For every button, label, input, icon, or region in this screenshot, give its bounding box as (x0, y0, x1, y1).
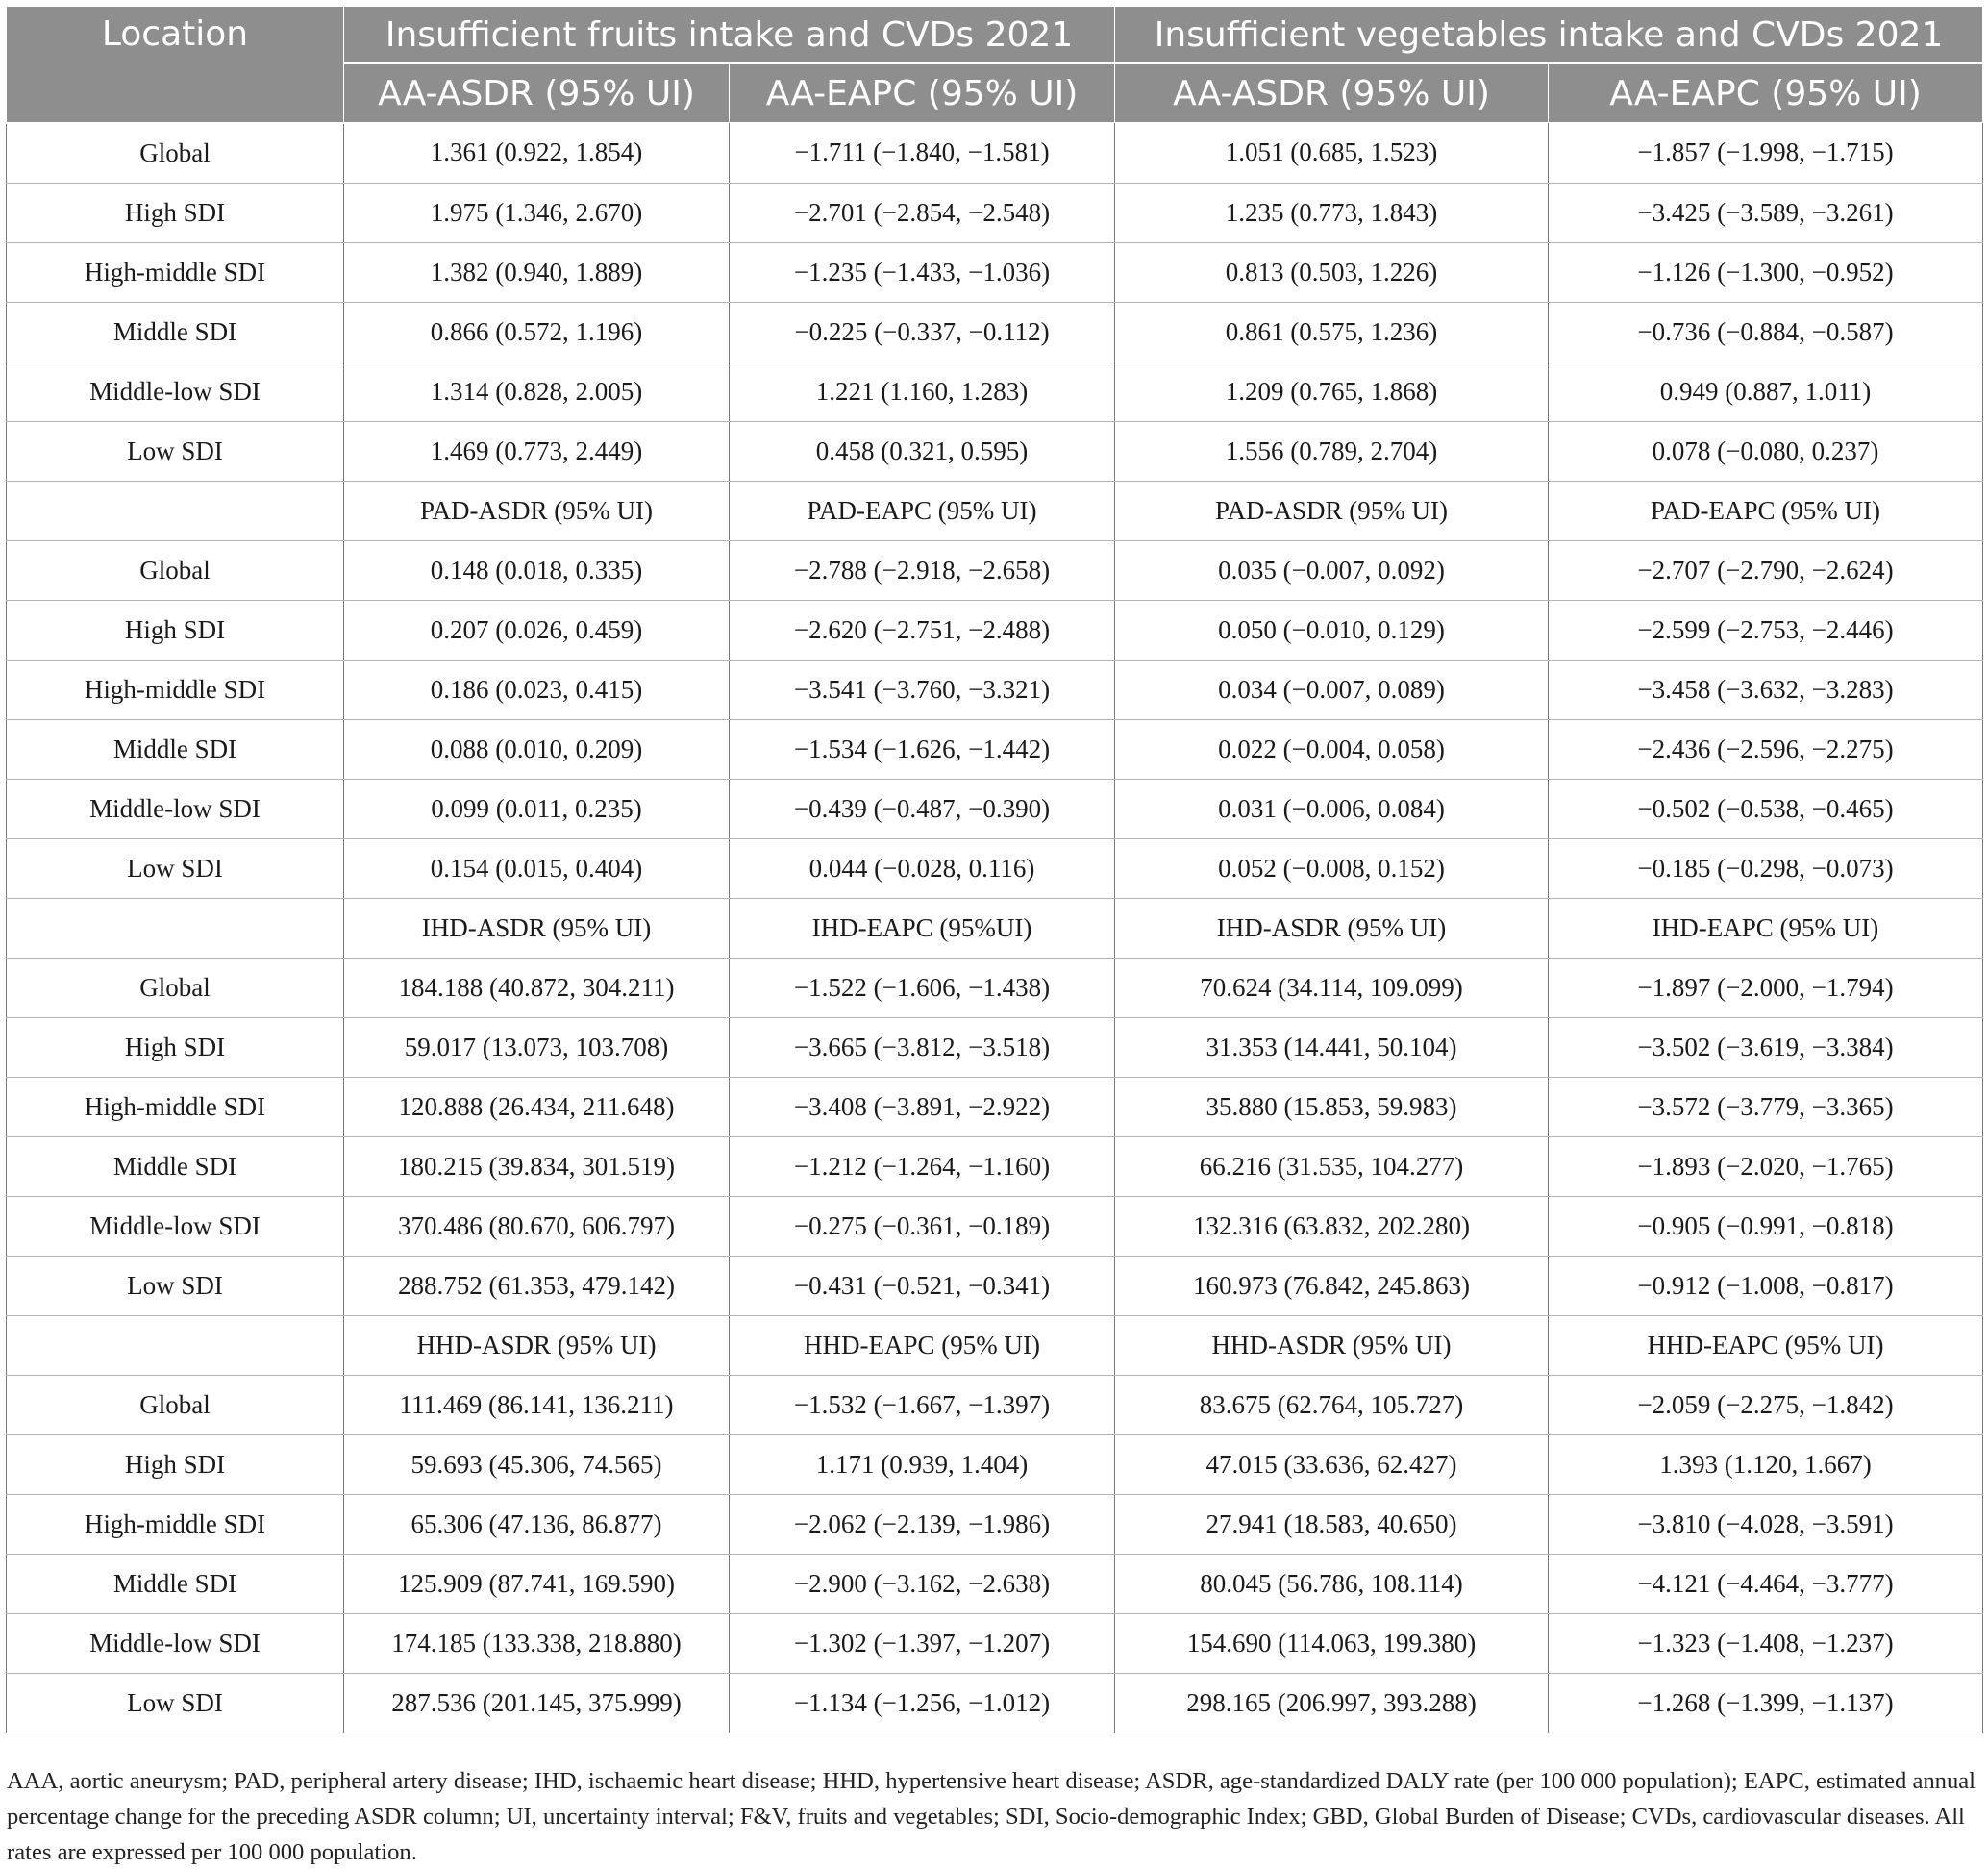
location-cell: Low SDI (7, 1256, 344, 1315)
location-cell: Middle SDI (7, 1554, 344, 1613)
value-cell: 1.314 (0.828, 2.005) (344, 362, 730, 421)
metric-header-cell: IHD-EAPC (95% UI) (1549, 898, 1983, 958)
value-cell: −3.572 (−3.779, −3.365) (1549, 1077, 1983, 1136)
table-row (7, 1017, 1983, 1077)
location-cell: Low SDI (7, 1673, 344, 1733)
location-cell: Global (7, 540, 344, 600)
subheader-row (7, 481, 1983, 540)
table-row (7, 540, 1983, 600)
value-cell: −1.323 (−1.408, −1.237) (1549, 1613, 1983, 1673)
location-cell: Middle-low SDI (7, 1196, 344, 1256)
location-cell: Low SDI (7, 838, 344, 898)
value-cell: 0.078 (−0.080, 0.237) (1549, 421, 1983, 481)
value-cell: 1.975 (1.346, 2.670) (344, 183, 730, 242)
value-cell: −0.905 (−0.991, −0.818) (1549, 1196, 1983, 1256)
value-cell: −2.788 (−2.918, −2.658) (730, 540, 1115, 600)
metric-header-cell: PAD-EAPC (95% UI) (1549, 481, 1983, 540)
metric-header-cell: IHD-ASDR (95% UI) (344, 898, 730, 958)
vegetables-group-header: Insufficient vegetables intake and CVDs 2021 (1115, 7, 1983, 64)
value-cell: −0.736 (−0.884, −0.587) (1549, 302, 1983, 362)
location-cell (7, 1315, 344, 1375)
value-cell: 287.536 (201.145, 375.999) (344, 1673, 730, 1733)
value-cell: 0.022 (−0.004, 0.058) (1115, 719, 1549, 779)
table-row (7, 838, 1983, 898)
value-cell: 1.235 (0.773, 1.843) (1115, 183, 1549, 242)
value-cell: −1.212 (−1.264, −1.160) (730, 1136, 1115, 1196)
value-cell: −0.502 (−0.538, −0.465) (1549, 779, 1983, 838)
column-header: AA-ASDR (95% UI) (1115, 63, 1549, 123)
value-cell: 0.458 (0.321, 0.595) (730, 421, 1115, 481)
value-cell: 0.186 (0.023, 0.415) (344, 660, 730, 719)
value-cell: 1.469 (0.773, 2.449) (344, 421, 730, 481)
value-cell: 0.035 (−0.007, 0.092) (1115, 540, 1549, 600)
data-table (6, 6, 1983, 1733)
value-cell: 65.306 (47.136, 86.877) (344, 1494, 730, 1554)
table-row (7, 600, 1983, 660)
value-cell: −3.425 (−3.589, −3.261) (1549, 183, 1983, 242)
location-cell: Global (7, 1375, 344, 1434)
value-cell: 70.624 (34.114, 109.099) (1115, 958, 1549, 1017)
location-cell (7, 898, 344, 958)
table-row (7, 1256, 1983, 1315)
value-cell: 0.052 (−0.008, 0.152) (1115, 838, 1549, 898)
table-row (7, 1077, 1983, 1136)
value-cell: 0.099 (0.011, 0.235) (344, 779, 730, 838)
value-cell: 298.165 (206.997, 393.288) (1115, 1673, 1549, 1733)
location-cell: Global (7, 958, 344, 1017)
value-cell: −2.599 (−2.753, −2.446) (1549, 600, 1983, 660)
column-header: AA-ASDR (95% UI) (344, 63, 730, 123)
value-cell: 154.690 (114.063, 199.380) (1115, 1613, 1549, 1673)
value-cell: 80.045 (56.786, 108.114) (1115, 1554, 1549, 1613)
subheader-row (7, 1315, 1983, 1375)
value-cell: −1.522 (−1.606, −1.438) (730, 958, 1115, 1017)
value-cell: 83.675 (62.764, 105.727) (1115, 1375, 1549, 1434)
value-cell: 160.973 (76.842, 245.863) (1115, 1256, 1549, 1315)
table-row (7, 1375, 1983, 1434)
value-cell: 0.088 (0.010, 0.209) (344, 719, 730, 779)
value-cell: 59.693 (45.306, 74.565) (344, 1434, 730, 1494)
table-row (7, 421, 1983, 481)
table-row (7, 1494, 1983, 1554)
value-cell: −3.502 (−3.619, −3.384) (1549, 1017, 1983, 1077)
value-cell: −0.185 (−0.298, −0.073) (1549, 838, 1983, 898)
table-row (7, 1196, 1983, 1256)
value-cell: 31.353 (14.441, 50.104) (1115, 1017, 1549, 1077)
location-cell: High-middle SDI (7, 1077, 344, 1136)
location-cell: Middle SDI (7, 302, 344, 362)
metric-header-cell: PAD-EAPC (95% UI) (730, 481, 1115, 540)
value-cell: −1.534 (−1.626, −1.442) (730, 719, 1115, 779)
value-cell: 0.031 (−0.006, 0.084) (1115, 779, 1549, 838)
table-row (7, 779, 1983, 838)
value-cell: −0.275 (−0.361, −0.189) (730, 1196, 1115, 1256)
value-cell: −1.235 (−1.433, −1.036) (730, 242, 1115, 302)
value-cell: −0.431 (−0.521, −0.341) (730, 1256, 1115, 1315)
value-cell: −2.059 (−2.275, −1.842) (1549, 1375, 1983, 1434)
location-cell: Middle SDI (7, 719, 344, 779)
location-cell: Middle-low SDI (7, 779, 344, 838)
value-cell: −1.711 (−1.840, −1.581) (730, 123, 1115, 184)
value-cell: 1.209 (0.765, 1.868) (1115, 362, 1549, 421)
table-row (7, 1434, 1983, 1494)
value-cell: 0.148 (0.018, 0.335) (344, 540, 730, 600)
value-cell: 0.034 (−0.007, 0.089) (1115, 660, 1549, 719)
metric-header-cell: PAD-ASDR (95% UI) (1115, 481, 1549, 540)
value-cell: −0.439 (−0.487, −0.390) (730, 779, 1115, 838)
value-cell: −2.900 (−3.162, −2.638) (730, 1554, 1115, 1613)
value-cell: 184.188 (40.872, 304.211) (344, 958, 730, 1017)
value-cell: 0.866 (0.572, 1.196) (344, 302, 730, 362)
value-cell: −0.225 (−0.337, −0.112) (730, 302, 1115, 362)
value-cell: 66.216 (31.535, 104.277) (1115, 1136, 1549, 1196)
value-cell: 288.752 (61.353, 479.142) (344, 1256, 730, 1315)
value-cell: −2.436 (−2.596, −2.275) (1549, 719, 1983, 779)
table-row (7, 660, 1983, 719)
metric-header-cell: HHD-EAPC (95% UI) (730, 1315, 1115, 1375)
table-footnote: AAA, aortic aneurysm; PAD, peripheral artery disease; IHD, ischaemic heart disease; HHD, hypertensive heart disease; ASDR, age-standardized DALY rate (per 100 000 population); EAPC, estimated annual percentage change for the preceding ASDR column; UI, uncertainty interval; F&V, fruits and vegetables; SDI, Socio-demographic Index; GBD, Global Burden of Disease; CVDs, cardiovascular diseases. All rates are expressed per 100 000 population. (7, 1768, 1976, 1865)
value-cell: 27.941 (18.583, 40.650) (1115, 1494, 1549, 1554)
metric-header-cell: HHD-EAPC (95% UI) (1549, 1315, 1983, 1375)
value-cell: 120.888 (26.434, 211.648) (344, 1077, 730, 1136)
value-cell: −1.532 (−1.667, −1.397) (730, 1375, 1115, 1434)
value-cell: 0.861 (0.575, 1.236) (1115, 302, 1549, 362)
metric-header-cell: PAD-ASDR (95% UI) (344, 481, 730, 540)
table-row (7, 1136, 1983, 1196)
metric-header-cell: IHD-EAPC (95%UI) (730, 898, 1115, 958)
value-cell: −1.268 (−1.399, −1.137) (1549, 1673, 1983, 1733)
value-cell: −1.893 (−2.020, −1.765) (1549, 1136, 1983, 1196)
table-row (7, 242, 1983, 302)
value-cell: −1.134 (−1.256, −1.012) (730, 1673, 1115, 1733)
value-cell: −2.707 (−2.790, −2.624) (1549, 540, 1983, 600)
value-cell: −3.408 (−3.891, −2.922) (730, 1077, 1115, 1136)
table-row (7, 719, 1983, 779)
value-cell: 111.469 (86.141, 136.211) (344, 1375, 730, 1434)
value-cell: 47.015 (33.636, 62.427) (1115, 1434, 1549, 1494)
value-cell: 0.044 (−0.028, 0.116) (730, 838, 1115, 898)
value-cell: 370.486 (80.670, 606.797) (344, 1196, 730, 1256)
column-header: AA-EAPC (95% UI) (730, 63, 1115, 123)
value-cell: 0.154 (0.015, 0.404) (344, 838, 730, 898)
table-row (7, 183, 1983, 242)
location-cell: High SDI (7, 600, 344, 660)
value-cell: 1.221 (1.160, 1.283) (730, 362, 1115, 421)
table-row (7, 1554, 1983, 1613)
location-cell: High SDI (7, 1017, 344, 1077)
value-cell: 1.382 (0.940, 1.889) (344, 242, 730, 302)
table-row (7, 1673, 1983, 1733)
value-cell: 0.050 (−0.010, 0.129) (1115, 600, 1549, 660)
value-cell: 1.361 (0.922, 1.854) (344, 123, 730, 184)
value-cell: −2.620 (−2.751, −2.488) (730, 600, 1115, 660)
location-cell: High SDI (7, 1434, 344, 1494)
value-cell: −3.665 (−3.812, −3.518) (730, 1017, 1115, 1077)
value-cell: −3.810 (−4.028, −3.591) (1549, 1494, 1983, 1554)
column-header: AA-EAPC (95% UI) (1549, 63, 1983, 123)
value-cell: −3.458 (−3.632, −3.283) (1549, 660, 1983, 719)
value-cell: −1.126 (−1.300, −0.952) (1549, 242, 1983, 302)
table-row (7, 302, 1983, 362)
metric-header-cell: HHD-ASDR (95% UI) (344, 1315, 730, 1375)
location-cell (7, 481, 344, 540)
value-cell: 1.393 (1.120, 1.667) (1549, 1434, 1983, 1494)
value-cell: 1.051 (0.685, 1.523) (1115, 123, 1549, 184)
metric-header-cell: IHD-ASDR (95% UI) (1115, 898, 1549, 958)
value-cell: 35.880 (15.853, 59.983) (1115, 1077, 1549, 1136)
table-row (7, 123, 1983, 184)
header-row-groups (7, 7, 1983, 64)
location-cell: Low SDI (7, 421, 344, 481)
value-cell: −3.541 (−3.760, −3.321) (730, 660, 1115, 719)
table-row (7, 1613, 1983, 1673)
location-cell: High SDI (7, 183, 344, 242)
table-row (7, 362, 1983, 421)
fruits-group-header: Insufficient fruits intake and CVDs 2021 (344, 7, 1115, 64)
value-cell: −1.897 (−2.000, −1.794) (1549, 958, 1983, 1017)
value-cell: 132.316 (63.832, 202.280) (1115, 1196, 1549, 1256)
value-cell: 174.185 (133.338, 218.880) (344, 1613, 730, 1673)
value-cell: 125.909 (87.741, 169.590) (344, 1554, 730, 1613)
location-cell: High-middle SDI (7, 660, 344, 719)
value-cell: −1.857 (−1.998, −1.715) (1549, 123, 1983, 184)
location-cell: High-middle SDI (7, 242, 344, 302)
location-cell: Middle-low SDI (7, 362, 344, 421)
value-cell: 1.171 (0.939, 1.404) (730, 1434, 1115, 1494)
value-cell: 0.813 (0.503, 1.226) (1115, 242, 1549, 302)
value-cell: −1.302 (−1.397, −1.207) (730, 1613, 1115, 1673)
location-cell: High-middle SDI (7, 1494, 344, 1554)
value-cell: −0.912 (−1.008, −0.817) (1549, 1256, 1983, 1315)
value-cell: −4.121 (−4.464, −3.777) (1549, 1554, 1983, 1613)
value-cell: 0.207 (0.026, 0.459) (344, 600, 730, 660)
value-cell: 0.949 (0.887, 1.011) (1549, 362, 1983, 421)
value-cell: −2.062 (−2.139, −1.986) (730, 1494, 1115, 1554)
value-cell: 59.017 (13.073, 103.708) (344, 1017, 730, 1077)
value-cell: 180.215 (39.834, 301.519) (344, 1136, 730, 1196)
value-cell: −2.701 (−2.854, −2.548) (730, 183, 1115, 242)
table-row (7, 958, 1983, 1017)
location-header: Location (7, 7, 344, 123)
value-cell: 1.556 (0.789, 2.704) (1115, 421, 1549, 481)
subheader-row (7, 898, 1983, 958)
location-cell: Global (7, 123, 344, 184)
location-cell: Middle SDI (7, 1136, 344, 1196)
location-cell: Middle-low SDI (7, 1613, 344, 1673)
metric-header-cell: HHD-ASDR (95% UI) (1115, 1315, 1549, 1375)
